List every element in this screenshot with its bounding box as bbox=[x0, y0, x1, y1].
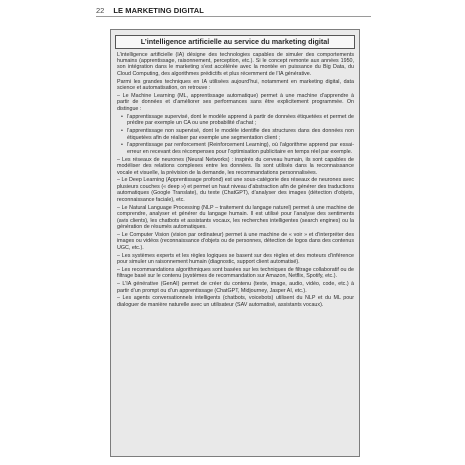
box-body bbox=[111, 52, 359, 309]
box-title: L’intelligence artificielle au service du marketing digital bbox=[115, 35, 355, 49]
bullet-icon: • bbox=[121, 113, 123, 120]
nlp-paragraph: – Le Natural Language Processing (NLP – traitement du langage naturel) permet à une machine de comprendre, analyser et générer du langage humain. Il est utilisé pour l’analyse des sentiments (avis clients), les chatbots et assistants vocaux, les recherches intelligentes (search engines) ou la génération de résumés automatiques. bbox=[117, 204, 354, 230]
list-item bbox=[121, 113, 354, 127]
recommendations-paragraph: – Les recommandations algorithmiques sont basées sur les techniques de filtrage collaboratif ou de filtrage basé sur le contenu (systèmes de recommandation sur Amazon, Netflix, Spotify, etc.). bbox=[117, 266, 354, 280]
bullet-icon: • bbox=[121, 142, 123, 149]
bullet-text: l’apprentissage non supervisé, dont le modèle identifie des structures dans des données non étiquetées afin de réaliser par exemple une segmentation client ; bbox=[127, 128, 354, 141]
machine-learning-paragraph: – Le Machine Learning (ML, apprentissage automatique) permet à une machine d’apprendre à partir de données et d’améliorer ses performances sans être explicitement programmée. On distingue : bbox=[117, 93, 354, 112]
running-head bbox=[96, 6, 204, 15]
bullet-icon: • bbox=[121, 128, 123, 135]
list-item bbox=[121, 142, 354, 155]
bullet-text: l’apprentissage supervisé, dont le modèle apprend à partir de données étiquetées et permet de prédire par exemple un CA ou une probabilité d’achat ; bbox=[127, 113, 354, 127]
techniques-intro-paragraph: Parmi les grandes techniques en IA utilisées aujourd’hui, notamment en marketing digital, data science et automatisation, on retrouve : bbox=[117, 78, 354, 92]
generative-ai-paragraph: – L’IA générative (GenAI) permet de créer du contenu (texte, image, audio, vidéo, code, etc.) à partir d’un prompt ou d’un apprentissage (ChatGPT, Midjourney, Jasper AI, etc.). bbox=[117, 281, 354, 294]
list-item bbox=[121, 128, 354, 141]
running-title: LE MARKETING DIGITAL bbox=[113, 6, 204, 15]
computer-vision-paragraph: – Le Computer Vision (vision par ordinateur) permet à une machine de « voir » et d’interpréter des images ou vidéos (reconnaissance d’objets ou de personnes, détection de logos dans des contenus UGC, etc.). bbox=[117, 231, 354, 251]
intro-paragraph: L’intelligence artificielle (IA) désigne des technologies capables de simuler des comportements humains (apprentissage, raisonnement, perception, etc.). Si le concept remonte aux années 1950, son intégration dans le marketing s’est accélérée avec la montée en puissance du Big Data, du Cloud Computing, des algorithmes prédictifs et plus récemment de l’IA générative. bbox=[117, 51, 354, 77]
header-rule bbox=[96, 16, 371, 17]
bullet-text: l’apprentissage par renforcement (Reinforcement Learning), où l’algorithme apprend par essai-erreur en recevant des récompenses pour l’optimisation publicitaire en temps réel par exemple. bbox=[127, 142, 354, 155]
expert-systems-paragraph: – Les systèmes experts et les règles logiques se basent sur des règles et des moteurs d’inférence pour simuler un raisonnement humain (diagnostic, support client automatisé). bbox=[117, 252, 354, 265]
neural-networks-paragraph: – Les réseaux de neurones (Neural Networks) : inspirés du cerveau humain, ils sont capables de modéliser des relations complexes entre les données. Ils sont utilisés dans la reconnaissance vocale et visuelle, la prévision de la demande, les recommandations personnalisées. bbox=[117, 156, 354, 176]
conversational-agents-paragraph: – Les agents conversationnels intelligents (chatbots, voicebots) utilisent du NLP et du ML pour dialoguer de manière naturelle avec un utilisateur (SAV automatisé, assistants vocaux). bbox=[117, 295, 354, 308]
page-number: 22 bbox=[96, 6, 105, 15]
deep-learning-paragraph: – Le Deep Learning (Apprentissage profond) est une sous-catégorie des réseaux de neurones avec plusieurs couches (« deep ») et permet un haut niveau d’abstraction afin de générer des traductions automatiques (Google Translate), du texte (ChatGPT), d’analyser des images (détection d’objets, reconnaissance faciale), etc. bbox=[117, 177, 354, 203]
machine-learning-bullet-list bbox=[117, 114, 354, 156]
sidebar-box bbox=[110, 29, 360, 457]
